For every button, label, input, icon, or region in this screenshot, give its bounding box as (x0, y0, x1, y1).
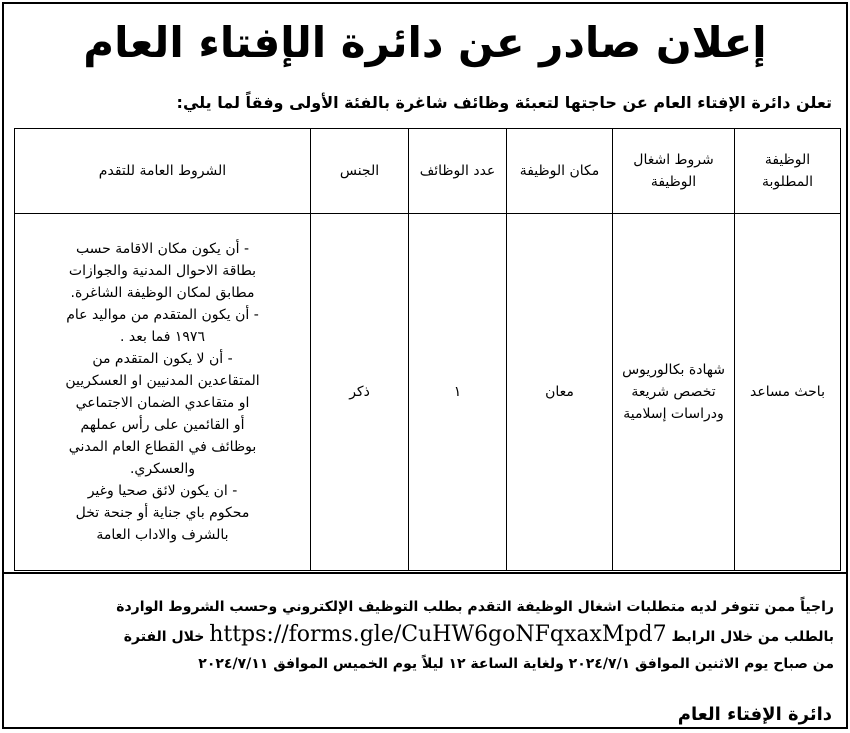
footer-line-2-start: بالطلب من خلال الرابط (671, 629, 834, 645)
condition-line: - أن يكون المتقدم من مواليد عام (66, 307, 259, 323)
footer-text (12, 594, 834, 678)
footer-line-2 (12, 621, 834, 651)
condition-line: او متقاعدي الضمان الاجتماعي (75, 395, 250, 411)
condition-line: ١٩٧٦ فما بعد . (120, 329, 205, 345)
condition-line: - ان يكون لائق صحيا وغير (87, 483, 238, 499)
condition-line: محكوم باي جناية أو جنحة تخل (75, 505, 250, 521)
header-location: مكان الوظيفة (507, 129, 613, 214)
cell-requirements: شهادة بكالوريوس تخصص شريعة ودراسات إسلامية (613, 214, 735, 571)
cell-job: باحث مساعد (735, 214, 841, 571)
header-job: الوظيفة المطلوبة (735, 129, 841, 214)
divider (4, 572, 846, 574)
signature: دائرة الإفتاء العام (677, 704, 832, 725)
table-row (15, 214, 841, 571)
footer-line-3: من صباح يوم الاثنين الموافق ٢٠٢٤/٧/١ ولغاية الساعة ١٢ ليلاً يوم الخميس الموافق ٢٠٢٤/٧/١١ (198, 656, 834, 672)
condition-line: بوظائف في القطاع العام المدني (68, 439, 257, 455)
announcement-intro: تعلن دائرة الإفتاء العام عن حاجتها لتعبئة وظائف شاغرة بالفئة الأولى وفقاً لما يلي: (176, 93, 832, 112)
jobs-table (14, 128, 841, 571)
condition-line: بالشرف والاداب العامة (96, 527, 229, 543)
condition-line: - أن لا يكون المتقدم من (92, 351, 233, 367)
condition-line: والعسكري. (129, 461, 196, 477)
header-count: عدد الوظائف (409, 129, 507, 214)
condition-line: المتقاعدين المدنيين او العسكريين (65, 373, 260, 389)
footer-line-1: راجياً ممن تتوفر لديه متطلبات اشغال الوظيفة التقدم بطلب التوظيف الإلكتروني وحسب الشروط الواردة (116, 599, 834, 615)
cell-count: ١ (409, 214, 507, 571)
condition-line: بطاقة الاحوال المدنية والجوازات (68, 263, 257, 279)
announcement-title: إعلان صادر عن دائرة الإفتاء العام (83, 18, 767, 67)
header-requirements: شروط اشغال الوظيفة (613, 129, 735, 214)
cell-location: معان (507, 214, 613, 571)
announcement-page (2, 2, 848, 729)
header-gender: الجنس (311, 129, 409, 214)
footer-line-2-end: خلال الفترة (123, 629, 205, 645)
condition-line: أو القائمين على رأس عملهم (80, 417, 245, 433)
cell-gender: ذكر (311, 214, 409, 571)
cell-conditions (15, 214, 311, 571)
condition-line: مطابق لمكان الوظيفة الشاغرة. (70, 285, 255, 301)
application-link[interactable]: https://forms.gle/CuHW6goNFqxaxMpd7 (209, 622, 667, 647)
condition-line: - أن يكون مكان الاقامة حسب (75, 241, 250, 257)
header-conditions: الشروط العامة للتقدم (15, 129, 311, 214)
table-header-row (15, 129, 841, 214)
